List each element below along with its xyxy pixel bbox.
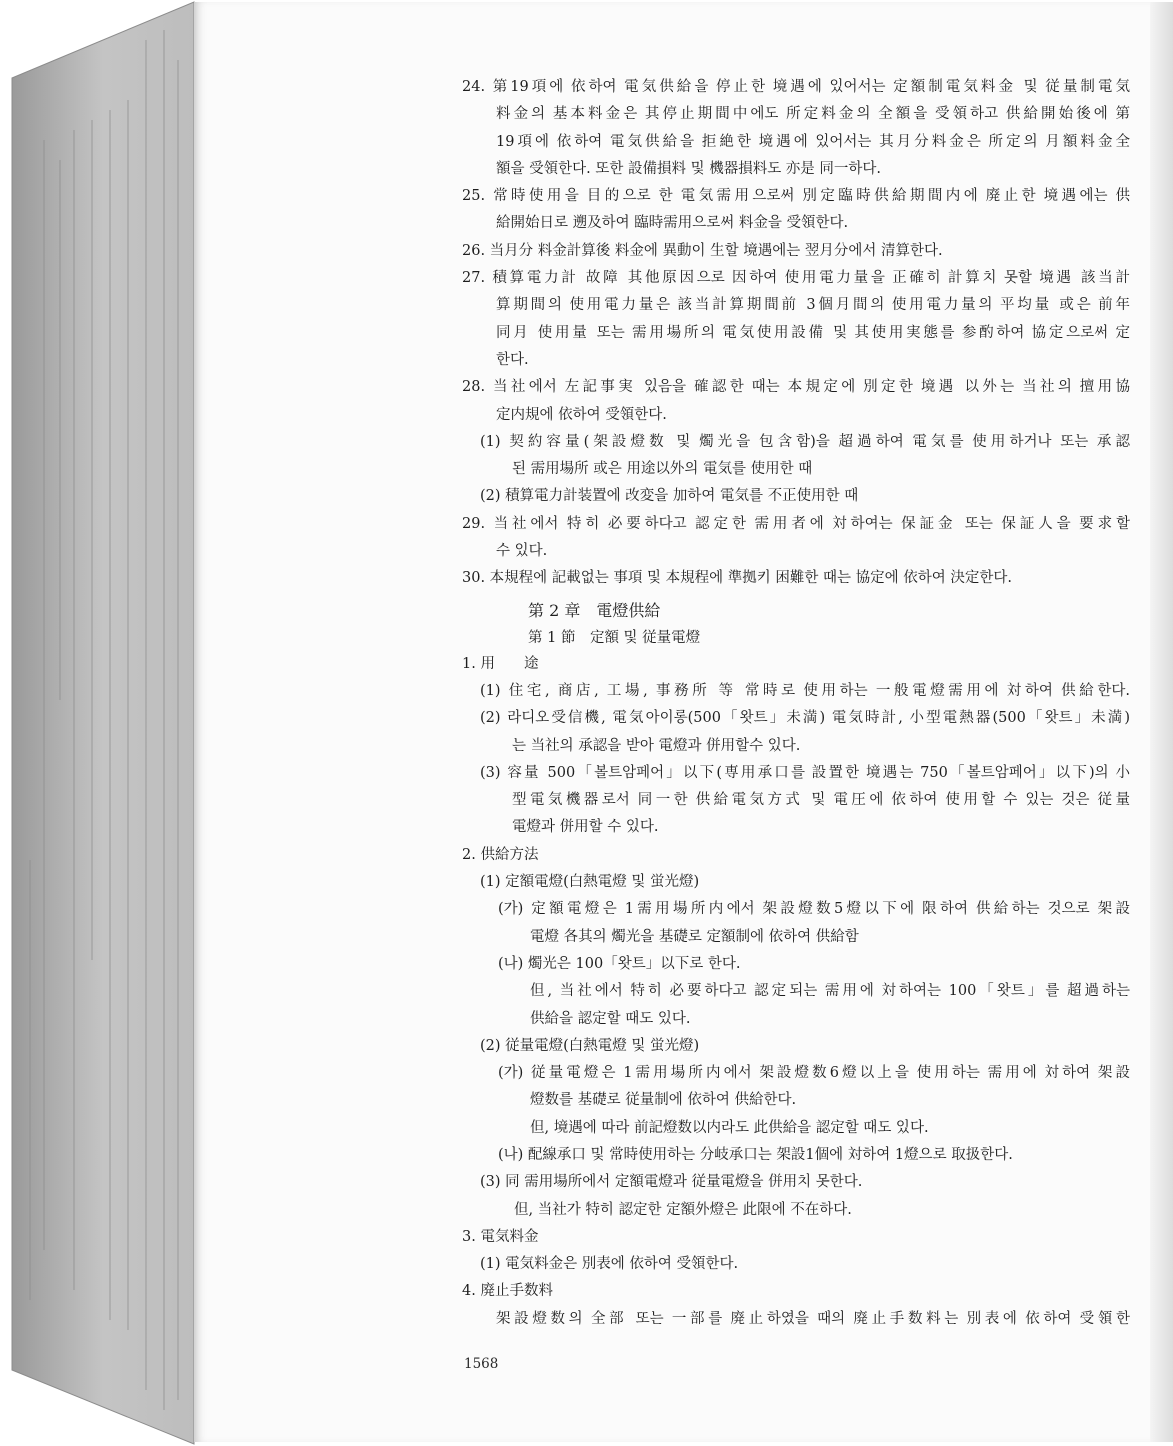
text-line: 28. 当社에서 左記事実 있음을 確認한 때는 本規定에 別定한 境遇 以外는 当社의 擅用協 — [462, 379, 1130, 396]
text-line: 同月 使用量 또는 需用場所의 電気使用設備 및 其使用実態를 参酌하여 協定으로써 定 — [496, 324, 1130, 341]
text-line: (3) 容量 500「볼트암페어」以下(専用承口를 設置한 境遇는 750「볼트암페어」以下)의 小 — [480, 764, 1130, 781]
text-line: (나) 燭光은 100「왓트」以下로 한다. — [498, 955, 741, 972]
text-line: (2) 従量電燈(白熱電燈 및 蛍光燈) — [480, 1037, 700, 1054]
text-line: 24. 第19項에 依하여 電気供給을 停止한 境遇에 있어서는 定額制電気料金 및 従量制電気 — [462, 79, 1130, 95]
page-gutter-shade — [1150, 2, 1173, 1442]
regulation-clauses-24-30 — [462, 74, 1130, 593]
text-line: 수 있다. — [496, 543, 548, 560]
text-line: 燈数를 基礎로 従量制에 依하여 供給한다. — [530, 1092, 797, 1109]
text-line: 給開始日로 遡及하여 臨時需用으로써 料金을 受領한다. — [496, 215, 849, 232]
text-line: 算期間의 使用電力量은 該当計算期間前 3個月間의 使用電力量의 平均量 或은 前年 — [496, 297, 1130, 314]
text-line: 1. 用 途 — [462, 655, 539, 672]
text-line: (1) 契約容量(架設燈数 및 燭光을 包含함)을 超過하여 電気를 使用하거나 또는 承認 — [480, 433, 1130, 450]
text-line: 27. 積算電力計 故障 其他原因으로 因하여 使用電力量을 正確히 計算치 못할 境遇 該当計 — [462, 270, 1130, 287]
text-line: (3) 同 需用場所에서 定額電燈과 従量電燈을 併用치 못한다. — [480, 1174, 863, 1191]
text-line: 但, 境遇에 따라 前記燈数以内라도 此供給을 認定할 때도 있다. — [530, 1119, 929, 1136]
chapter-heading: 第 2 章 電燈供給 — [528, 600, 661, 620]
text-line: 25. 常時使用을 目的으로 한 電気需用으로써 別定臨時供給期間内에 廃止한 境遇에는 供 — [462, 188, 1130, 205]
text-line: 電燈 各其의 燭光을 基礎로 定額制에 依하여 供給함 — [530, 928, 859, 945]
text-line: 但, 当社가 特히 認定한 定額外燈은 此限에 不在하다. — [514, 1201, 852, 1218]
text-line: 2. 供給方法 — [462, 846, 539, 863]
text-line: 26. 当月分 料金計算後 料金에 異動이 生할 境遇에는 翌月分에서 清算한다. — [462, 242, 943, 259]
text-line: 한다. — [496, 351, 529, 368]
text-line: 但, 当社에서 特히 必要하다고 認定되는 需用에 対하여는 100「왓트」를 超過하는 — [530, 983, 1130, 1000]
text-line: (2) 라디오受信機, 電気아이롱(500「왓트」未満) 電気時計, 小型電熱器(500「왓트」未満) — [480, 710, 1130, 727]
text-line: 型電気機器로서 同一한 供給電気方式 및 電圧에 依하여 使用할 수 있는 것은 従量 — [512, 792, 1130, 809]
text-line: 架設燈数의 全部 또는 一部를 廃止하였을 때의 廃止手数料는 別表에 依하여 受領한 — [496, 1310, 1130, 1327]
page-text — [462, 74, 1130, 1333]
electric-lamp-supply-clauses — [462, 651, 1130, 1333]
text-line: (1) 住宅, 商店, 工場, 事務所 等 常時로 使用하는 一般電燈需用에 対하여 供給한다. — [480, 682, 1130, 699]
text-line: (1) 定額電燈(白熱電燈 및 蛍光燈) — [480, 874, 700, 891]
text-line: 는 当社의 承認을 받아 電燈과 併用할수 있다. — [512, 737, 801, 754]
page-number: 1568 — [464, 1356, 499, 1372]
text-line: 된 需用場所 或은 用途以外의 電気를 使用한 때 — [512, 461, 813, 478]
text-line: (가) 従量電燈은 1需用場所内에서 架設燈数6燈以上을 使用하는 需用에 対하여 架設 — [498, 1065, 1130, 1082]
text-line: 3. 電気料金 — [462, 1228, 539, 1245]
text-line: 19項에 依하여 電気供給을 拒絶한 境遇에 있어서는 其月分料金은 所定의 月額料金全 — [496, 133, 1130, 150]
text-line: 4. 廃止手数料 — [462, 1283, 553, 1300]
text-line: 定内規에 依하여 受領한다. — [496, 406, 667, 423]
text-line: (가) 定額電燈은 1需用場所内에서 架設燈数5燈以下에 限하여 供給하는 것으로 架設 — [498, 901, 1130, 918]
text-line: (2) 積算電力計装置에 改変을 加하여 電気를 不正使用한 때 — [480, 488, 859, 505]
text-line: 29. 当社에서 特히 必要하다고 認定한 需用者에 対하여는 保証金 또는 保証人을 要求할 — [462, 515, 1130, 532]
text-line: 料金의 基本料金은 其停止期間中에도 所定料金의 全額을 受領하고 供給開始後에 第 — [496, 106, 1130, 123]
text-line: 供給을 認定할 때도 있다. — [530, 1010, 691, 1027]
text-line: (1) 電気料金은 別表에 依하여 受領한다. — [480, 1256, 739, 1273]
text-line: (나) 配線承口 및 常時使用하는 分岐承口는 架設1個에 対하여 1燈으로 取扱한다. — [498, 1146, 1013, 1163]
text-line: 電燈과 併用할 수 있다. — [512, 819, 659, 836]
section-heading: 第 1 節 定額 및 従量電燈 — [528, 629, 701, 646]
text-line: 30. 本規程에 記載없는 事項 및 本規程에 準拠키 困難한 때는 協定에 依하여 決定한다. — [462, 570, 1012, 587]
text-line: 額을 受領한다. 또한 設備損料 및 機器損料도 亦是 同一하다. — [496, 160, 882, 177]
